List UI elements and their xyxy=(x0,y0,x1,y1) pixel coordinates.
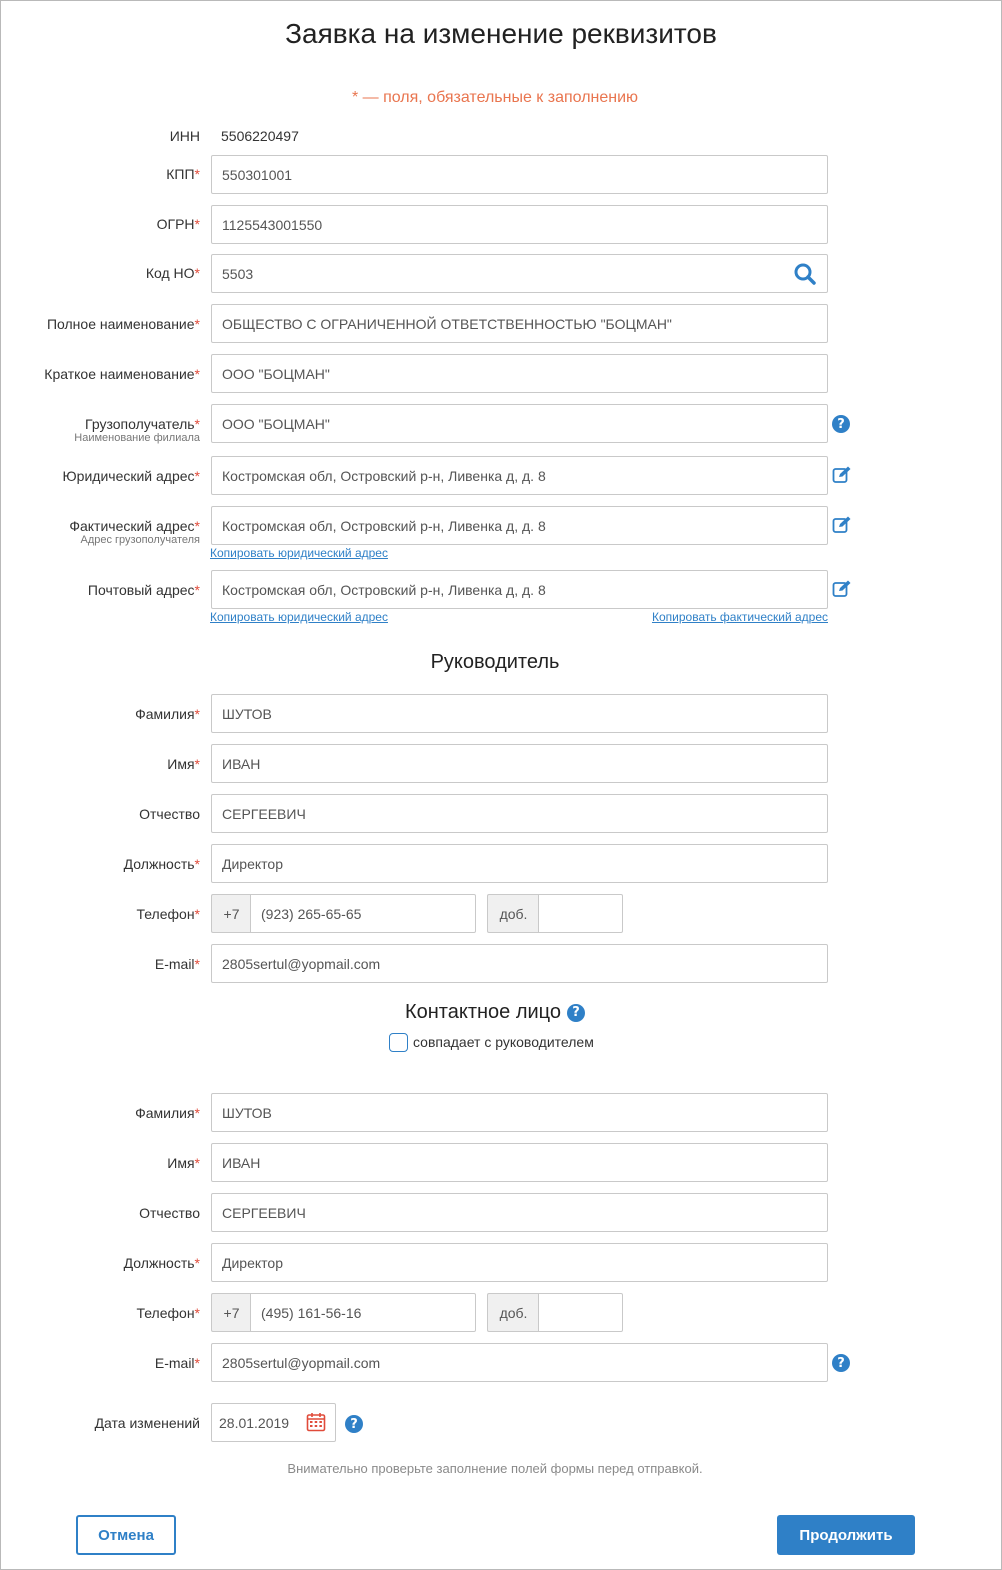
help-icon[interactable]: ? xyxy=(345,1415,363,1433)
full-name-input[interactable]: ОБЩЕСТВО С ОГРАНИЧЕННОЙ ОТВЕТСТВЕННОСТЬЮ "БОЦМАН" xyxy=(211,304,828,343)
contact-phone-input[interactable]: (495) 161-56-16 xyxy=(250,1293,476,1332)
short-name-label: Краткое наименование* xyxy=(44,366,200,382)
form-hint: Внимательно проверьте заполнение полей формы перед отправкой. xyxy=(287,1461,703,1476)
consignee-label: Грузополучатель* xyxy=(85,416,200,432)
cancel-button[interactable]: Отмена xyxy=(76,1515,176,1555)
contact-first-name-label: Имя* xyxy=(167,1155,200,1171)
director-section-title: Руководитель xyxy=(430,651,560,673)
copy-actual-address-link[interactable]: Копировать фактический адрес xyxy=(651,610,828,624)
director-patronymic-input[interactable]: СЕРГЕЕВИЧ xyxy=(211,794,828,833)
director-last-name-input[interactable]: ШУТОВ xyxy=(211,694,828,733)
kod-no-input[interactable]: 5503 xyxy=(211,254,828,293)
ogrn-input[interactable]: 1125543001550 xyxy=(211,205,828,244)
contact-position-input[interactable]: Директор xyxy=(211,1243,828,1282)
contact-section-header xyxy=(0,1001,990,1024)
search-icon[interactable] xyxy=(793,262,815,284)
kpp-label: КПП* xyxy=(166,166,200,182)
contact-ext-label: доб. xyxy=(487,1293,539,1332)
contact-email-label: E-mail* xyxy=(154,1355,200,1371)
contact-patronymic-input[interactable]: СЕРГЕЕВИЧ xyxy=(211,1193,828,1232)
help-icon[interactable]: ? xyxy=(832,1354,850,1372)
director-last-name-label: Фамилия* xyxy=(135,706,200,722)
full-name-label: Полное наименование* xyxy=(46,316,200,332)
director-first-name-label: Имя* xyxy=(167,756,200,772)
copy-legal-address-link[interactable]: Копировать юридический адрес xyxy=(210,546,388,560)
kpp-input[interactable]: 550301001 xyxy=(211,155,828,194)
postal-address-label: Почтовый адрес* xyxy=(87,582,200,598)
ogrn-label: ОГРН* xyxy=(156,216,200,232)
contact-email-input[interactable]: 2805sertul@yopmail.com xyxy=(211,1343,828,1382)
director-position-input[interactable]: Директор xyxy=(211,844,828,883)
director-ext-input[interactable] xyxy=(538,894,623,933)
contact-phone-prefix: +7 xyxy=(211,1293,251,1332)
contact-patronymic-label: Отчество xyxy=(139,1205,200,1221)
consignee-sublabel: Наименование филиала xyxy=(74,432,200,444)
help-icon[interactable]: ? xyxy=(832,415,850,433)
page-title: Заявка на изменение реквизитов xyxy=(285,18,717,49)
director-email-label: E-mail* xyxy=(154,956,200,972)
postal-address-input[interactable]: Костромская обл, Островский р-н, Ливенка д, д. 8 xyxy=(211,570,828,609)
edit-icon[interactable] xyxy=(832,465,854,487)
calendar-icon[interactable] xyxy=(306,1412,328,1434)
director-phone-input[interactable]: (923) 265-65-65 xyxy=(250,894,476,933)
director-patronymic-label: Отчество xyxy=(139,806,200,822)
actual-address-sublabel: Адрес грузополучателя xyxy=(80,534,200,546)
legal-address-input[interactable]: Костромская обл, Островский р-н, Ливенка д, д. 8 xyxy=(211,456,828,495)
contact-phone-label: Телефон* xyxy=(136,1305,200,1321)
contact-position-label: Должность* xyxy=(123,1255,200,1271)
short-name-input[interactable]: ООО "БОЦМАН" xyxy=(211,354,828,393)
director-phone-label: Телефон* xyxy=(136,906,200,922)
contact-first-name-input[interactable]: ИВАН xyxy=(211,1143,828,1182)
same-as-director-checkbox[interactable] xyxy=(389,1033,408,1052)
edit-icon[interactable] xyxy=(832,579,854,601)
director-position-label: Должность* xyxy=(123,856,200,872)
legal-address-label: Юридический адрес* xyxy=(62,468,200,484)
kod-no-label: Код НО* xyxy=(145,265,200,281)
change-date-input[interactable]: 28.01.2019 xyxy=(211,1403,336,1442)
continue-button[interactable]: Продолжить xyxy=(777,1515,915,1555)
contact-section-title: Контактное лицо xyxy=(404,1001,562,1023)
edit-icon[interactable] xyxy=(832,515,854,537)
contact-last-name-input[interactable]: ШУТОВ xyxy=(211,1093,828,1132)
required-fields-note: * — поля, обязательные к заполнению xyxy=(351,89,639,106)
director-email-input[interactable]: 2805sertul@yopmail.com xyxy=(211,944,828,983)
consignee-input[interactable]: ООО "БОЦМАН" xyxy=(211,404,828,443)
inn-label: ИНН xyxy=(169,128,200,144)
actual-address-input[interactable]: Костромская обл, Островский р-н, Ливенка д, д. 8 xyxy=(211,506,828,545)
actual-address-label: Фактический адрес* xyxy=(69,518,200,534)
help-icon[interactable]: ? xyxy=(567,1004,585,1022)
copy-legal-address-link[interactable]: Копировать юридический адрес xyxy=(210,610,388,624)
same-as-director-label[interactable]: совпадает с руководителем xyxy=(413,1034,594,1050)
contact-ext-input[interactable] xyxy=(538,1293,623,1332)
change-date-label: Дата изменений xyxy=(94,1415,200,1431)
director-ext-label: доб. xyxy=(487,894,539,933)
director-phone-prefix: +7 xyxy=(211,894,251,933)
contact-last-name-label: Фамилия* xyxy=(135,1105,200,1121)
director-first-name-input[interactable]: ИВАН xyxy=(211,744,828,783)
inn-value: 5506220497 xyxy=(221,128,299,144)
